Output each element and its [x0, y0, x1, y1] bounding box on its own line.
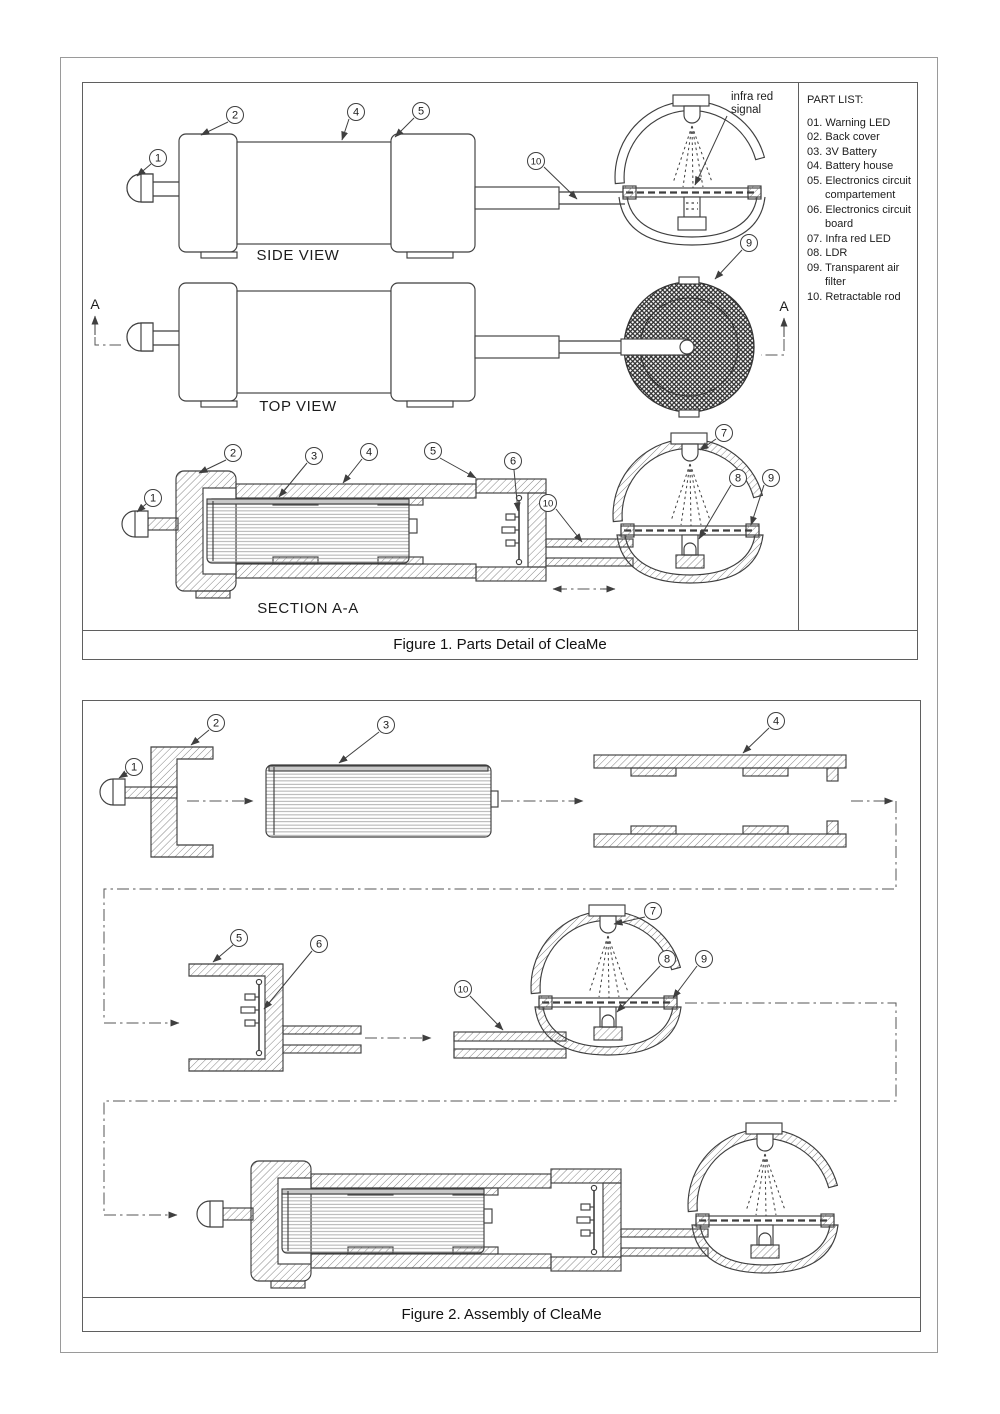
- figure2-canvas: [83, 701, 920, 1297]
- figure2-frame: [82, 700, 921, 1332]
- head-part: [531, 905, 681, 1055]
- part-name: Electronics circuit board: [825, 203, 911, 230]
- part-list-item: [807, 116, 913, 131]
- part-name: Transparent air filter: [825, 261, 900, 288]
- svg-text:4: 4: [772, 715, 780, 728]
- svg-text:3: 3: [310, 450, 318, 463]
- circuit-compartment-part: [189, 964, 361, 1071]
- part-num: 02.: [807, 131, 823, 143]
- section-marker-right: [761, 298, 789, 355]
- callout-5-section: [425, 443, 477, 479]
- part-list-item: [807, 174, 913, 203]
- part-name: Electronics circuit compartement: [825, 174, 911, 201]
- callout-5-asm: [213, 930, 248, 963]
- part-list-item: [807, 145, 913, 160]
- figure1-frame: [82, 82, 918, 660]
- svg-text:10: 10: [542, 498, 554, 510]
- svg-text:7: 7: [649, 905, 657, 918]
- part-list-item: [807, 290, 913, 305]
- part-num: 01.: [807, 116, 823, 129]
- part-name: Infra red LED: [825, 232, 891, 245]
- part-num: 08.: [807, 247, 823, 259]
- svg-text:10: 10: [530, 156, 542, 168]
- svg-text:2: 2: [229, 447, 237, 460]
- part-num: 10.: [807, 290, 823, 303]
- svg-text:6: 6: [509, 455, 517, 468]
- part-list-title: PART LIST:: [807, 94, 864, 106]
- callout-9-top: [715, 235, 758, 280]
- side-view-label: SIDE VIEW: [256, 247, 340, 264]
- back-cover-part: [100, 747, 213, 857]
- callout-1-section: [137, 490, 162, 513]
- callout-2-section: [199, 445, 242, 474]
- callout-1-side: [137, 150, 167, 177]
- svg-text:8: 8: [734, 472, 742, 485]
- part-name: Retractable rod: [825, 290, 901, 303]
- figure1-canvas: [83, 83, 798, 630]
- section-view: [122, 425, 780, 618]
- svg-text:2: 2: [231, 109, 239, 122]
- svg-text:5: 5: [417, 105, 425, 118]
- svg-text:1: 1: [149, 492, 157, 505]
- svg-text:9: 9: [745, 237, 753, 250]
- callout-9-asm: [673, 951, 713, 999]
- figure1-caption: Figure 1. Parts Detail of CleaMe: [83, 630, 917, 659]
- figure2-caption: Figure 2. Assembly of CleaMe: [83, 1297, 920, 1331]
- top-view: [90, 235, 789, 418]
- svg-text:4: 4: [365, 446, 373, 459]
- svg-text:5: 5: [429, 445, 437, 458]
- part-num: 06.: [807, 203, 823, 216]
- svg-text:signal: signal: [731, 104, 762, 116]
- part-list-panel: [798, 83, 917, 630]
- callout-10-asm: [455, 981, 504, 1031]
- battery-house-part: [594, 755, 846, 847]
- assembly-row-3: [197, 1123, 838, 1288]
- air-filter-top: [621, 277, 754, 417]
- svg-text:2: 2: [212, 717, 220, 730]
- callout-4-section: [343, 444, 378, 484]
- part-list-item: [807, 130, 913, 145]
- svg-text:5: 5: [235, 932, 243, 945]
- side-view: [127, 91, 773, 264]
- part-list-item: [807, 159, 913, 174]
- part-num: 07.: [807, 232, 823, 245]
- callout-1-asm: [119, 759, 143, 779]
- callout-2-asm: [191, 715, 225, 746]
- part-num: 09.: [807, 261, 823, 274]
- svg-text:1: 1: [130, 761, 138, 774]
- svg-text:8: 8: [663, 953, 671, 966]
- battery-part: [266, 765, 498, 837]
- part-num: 05.: [807, 174, 823, 187]
- svg-text:3: 3: [382, 719, 390, 732]
- part-name: 3V Battery: [825, 145, 877, 158]
- part-name: Back cover: [825, 131, 880, 143]
- svg-text:infra red: infra red: [731, 91, 774, 103]
- callout-5-side: [395, 103, 430, 138]
- callout-4-asm: [743, 713, 785, 754]
- callout-4-side: [342, 104, 365, 141]
- part-num: 03.: [807, 145, 823, 158]
- drawing-sheet-border: [60, 57, 938, 1353]
- part-list-item: [807, 203, 913, 232]
- section-view-label: SECTION A-A: [257, 600, 359, 617]
- part-name: Battery house: [825, 160, 894, 172]
- svg-text:A: A: [779, 298, 789, 314]
- svg-text:7: 7: [720, 427, 728, 440]
- part-name: LDR: [825, 247, 848, 259]
- part-name: Warning LED: [825, 116, 891, 129]
- svg-text:9: 9: [700, 953, 708, 966]
- svg-text:6: 6: [315, 938, 323, 951]
- section-marker-left: [90, 296, 121, 345]
- svg-text:10: 10: [457, 984, 469, 996]
- assembled-device: [197, 1123, 838, 1288]
- top-view-label: TOP VIEW: [259, 398, 337, 415]
- part-list-item: [807, 261, 913, 290]
- part-list-item: [807, 246, 913, 261]
- part-num: 04.: [807, 160, 823, 172]
- part-list-item: [807, 232, 913, 247]
- svg-text:A: A: [90, 296, 100, 312]
- svg-text:4: 4: [352, 106, 360, 119]
- svg-text:1: 1: [154, 152, 162, 165]
- assembly-row-2: [104, 903, 896, 1216]
- svg-text:9: 9: [767, 472, 775, 485]
- callout-2-side: [201, 107, 244, 136]
- callout-3-asm: [339, 717, 395, 764]
